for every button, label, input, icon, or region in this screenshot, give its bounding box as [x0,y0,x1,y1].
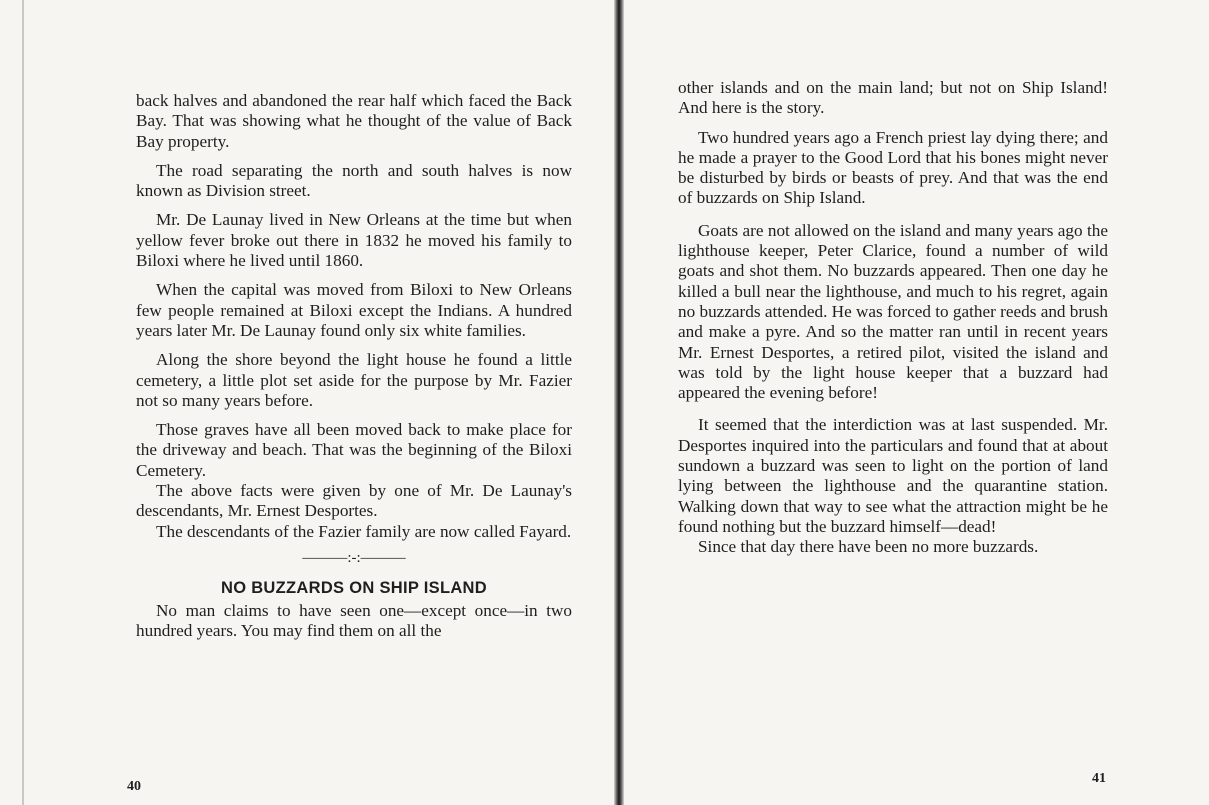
section-heading: NO BUZZARDS ON SHIP ISLAND [220,579,487,598]
paragraph: It seemed that the interdiction was at last suspended. Mr. Desportes inquired into the particulars and found that at about sundown a buzzard was seen to light on the portion of land lying between the lighthouse and the quarantine station. Walking down that way to see what the attraction might be he found nothing but the buzzard himself—dead! [678,415,1108,536]
left-text-column [136,91,572,641]
paragraph: Since that day there have been no more buzzards. [698,537,1039,557]
paragraph: Along the shore beyond the light house he found a little cemetery, a little plot set aside for the purpose by Mr. Fazier not so many years before. [136,350,572,410]
paragraph: The descendants of the Fazier family are now called Fayard. [156,521,572,541]
paragraph: The road separating the north and south halves is now known as Division street. [136,160,572,201]
paragraph: The above facts were given by one of Mr. De Launay's descendants, Mr. Ernest Desportes. [136,481,572,521]
book-spine [614,0,624,805]
section-separator: ———:-:——— [302,549,406,566]
paragraph: No man claims to have seen one—except once—in two hundred years. You may find them on all the [136,600,572,640]
paragraph: back halves and abandoned the rear half which faced the Back Bay. That was showing what he thought of the value of Back Bay property. [136,91,572,151]
page-number-right: 41 [1092,771,1106,786]
paragraph: Goats are not allowed on the island and many years ago the lighthouse keeper, Peter Clarice, found a number of wild goats and shot them. No buzzards appeared. Then one day he killed a bull near the lighthouse, and much to his regret, again no buzzards attended. He was forced to gather reeds and brush and make a pyre. And so the matter ran until in recent years Mr. Ernest Desportes, a retired pilot, visited the island and was told by the light house keeper that a buzzard had appeared the evening before! [678,220,1108,403]
paragraph: Those graves have all been moved back to make place for the driveway and beach. That was the beginning of the Biloxi Cemetery. [136,420,572,480]
paragraph: Two hundred years ago a French priest lay dying there; and he made a prayer to the Good Lord that his bones might never be disturbed by birds or beasts of prey. And that was the end of buzzards on Ship Island. [678,127,1108,208]
paragraph: other islands and on the main land; but not on Ship Island! And here is the story. [678,78,1108,118]
page-number-left: 40 [127,779,141,793]
paragraph: Mr. De Launay lived in New Orleans at the time but when yellow fever broke out there in 1832 he moved his family to Biloxi where he lived until 1860. [136,210,572,271]
paragraph: When the capital was moved from Biloxi to New Orleans few people remained at Biloxi except the Indians. A hundred years later Mr. De Launay found only six white families. [136,280,572,340]
page-edge [22,0,24,805]
right-text-column [678,78,1108,558]
